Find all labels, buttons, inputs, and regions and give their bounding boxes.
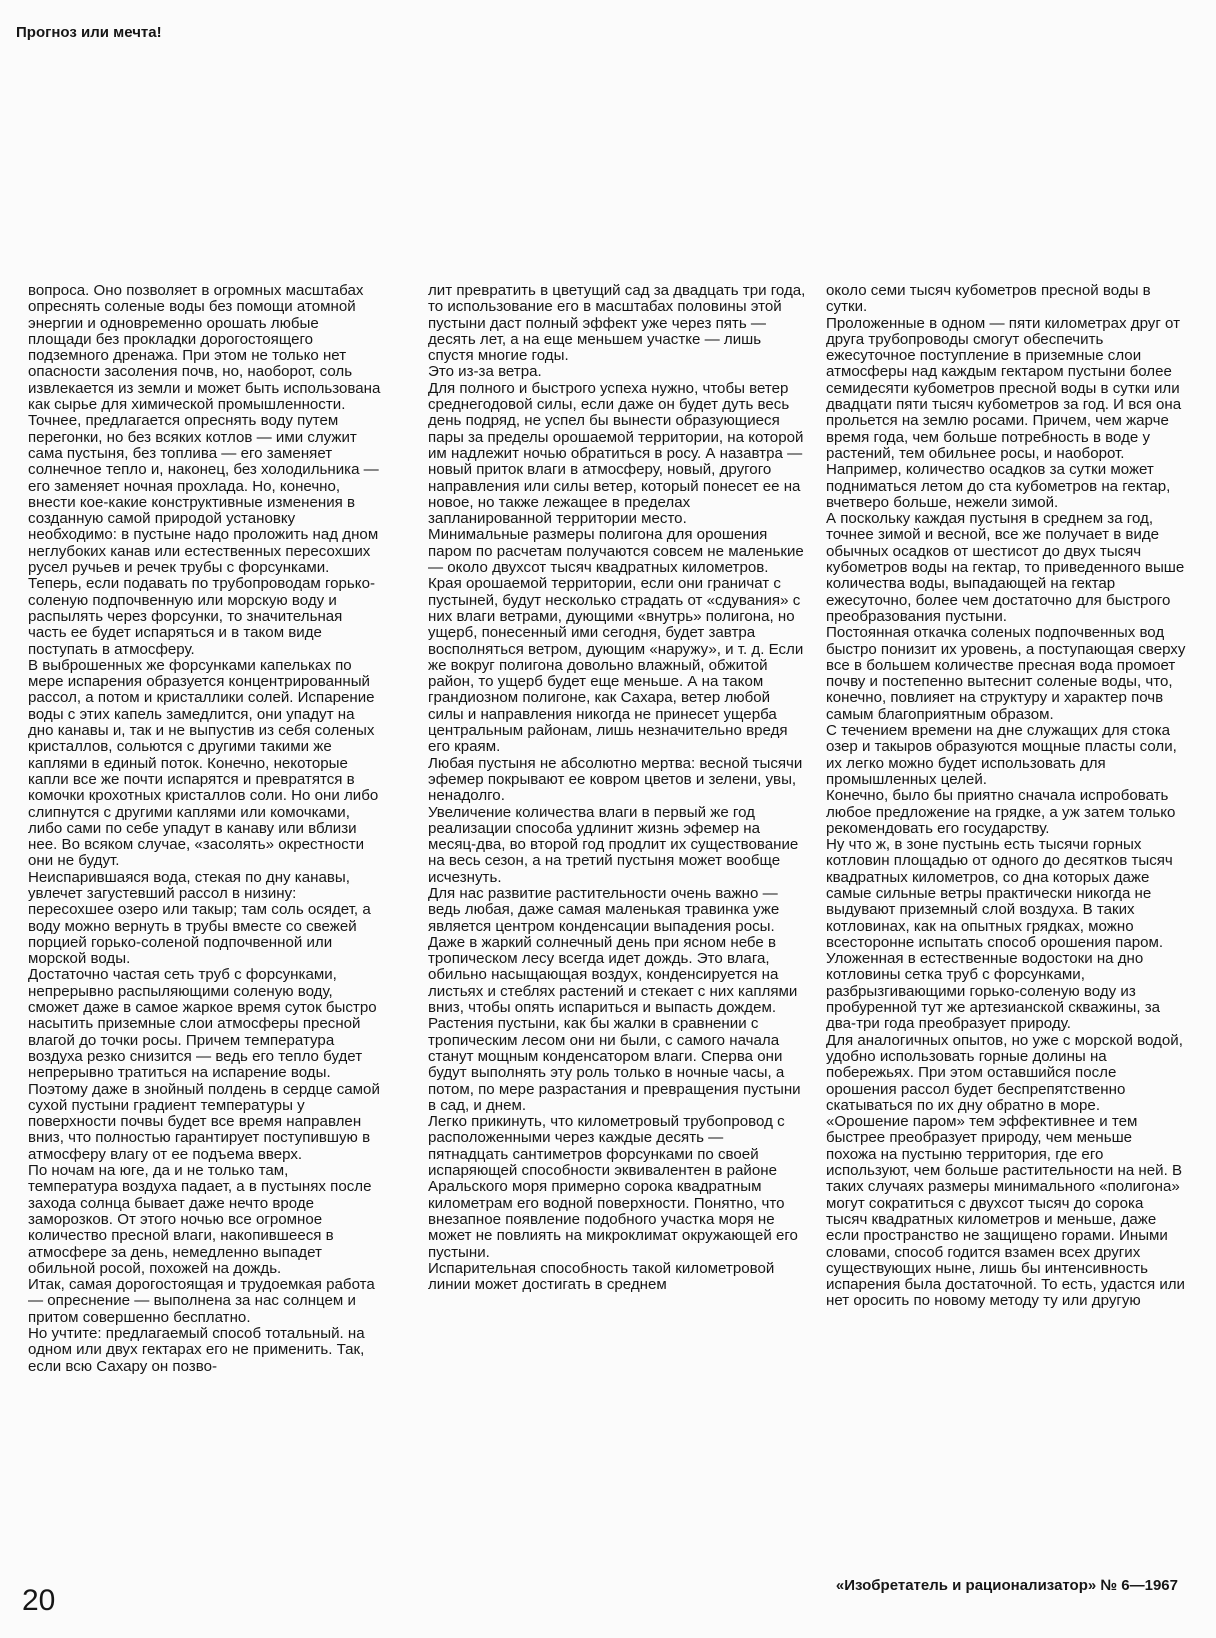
paragraph: С течением времени на дне служащих для стока озер и такыров образуются мощные пласты соли, их легко можно будет использовать для промышленных целей. bbox=[826, 722, 1177, 788]
paragraph: Минимальные размеры полигона для орошения паром по расчетам получаются совсем не маленькие — около двухсот тысяч квадратных километров. bbox=[428, 526, 804, 577]
paragraph: Это из-за ветра. bbox=[428, 363, 542, 381]
paragraph: Для аналогичных опытов, но уже с морской водой, удобно использовать горные долины на побережьях. При этом оставшийся после орошения рассол будет беспрепятственно скатываться по их дну обратно в море. bbox=[826, 1031, 1183, 1114]
paragraph: Теперь, если подавать по трубопроводам горько-соленую подпочвенную или морскую воду и распылять через форсунки, то значительная часть ее будет испаряться и в таком виде поступать в атмосферу. bbox=[28, 575, 375, 658]
paragraph: Любая пустыня не абсолютно мертва: весной тысячи эфемер покрывают ее ковром цветов и зелени, увы, ненадолго. bbox=[428, 754, 803, 805]
paragraph: Увеличение количества влаги в первый же год реализации способа удлинит жизнь эфемер на месяц-два, во второй год продлит их существование на весь сезон, а на третий пустыня может вообще исчезнуть. bbox=[428, 803, 799, 886]
paragraph: Легко прикинуть, что километровый трубопровод с расположенными через каждые десять — пятнадцать сантиметров форсунками по своей испаряющей способности эквивалентен в районе Аральского моря примерно сорока квадратным километрам его водной поверхности. Понятно, что внезапное появление подобного участка моря не может не повлиять на микроклимат окружающей его пустыни. bbox=[428, 1113, 798, 1261]
running-header: Прогноз или мечта! bbox=[16, 24, 162, 41]
text-column-1 bbox=[28, 283, 382, 1573]
paragraph: В выброшенных же форсунками капельках по мере испарения образуется концентрированный рассол, а потом и кристаллики солей. Испарение воды с этих капель замедлится, они упадут на дно канавы и, так и не выпустив из себя соленых кристаллов, сольются с другими такими же каплями в единый поток. Конечно, некоторые капли все же почти испарятся и превратятся в комочки крохотных кристаллов соли. Но они либо слипнутся с другими каплями или комочками, либо сами по себе упадут в канаву или вблизи нее. Во всяком случае, «засолять» окрестности они не будут. bbox=[28, 656, 379, 870]
paragraph: Итак, самая дорогостоящая и трудоемкая работа — опреснение — выполнена за нас солнцем и притом совершенно бесплатно. bbox=[28, 1276, 375, 1326]
paragraph: лит превратить в цветущий сад за двадцать три года, то использование его в масштабах половины этой пустыни даст полный эффект уже через пять — десять лет, а на еще меньшем участке — лишь спустя многие годы. bbox=[428, 283, 806, 365]
paragraph: Достаточно частая сеть труб с форсунками, непрерывно распыляющими соленую воду, сможет даже в самое жаркое время суток быстро насытить приземные слои атмосферы пресной влагой до точки росы. Причем температура воздуха резко снизится — ведь его тепло будет непрерывно тратиться на испарение воды. Поэтому даже в знойный полдень в сердце самой сухой пустыни градиент температуры у поверхности почвы будет все время направлен вниз, что полностью гарантирует поступившую в атмосферу влагу от ее подъема вверх. bbox=[28, 966, 380, 1163]
paragraph: Для полного и быстрого успеха нужно, чтобы ветер среднегодовой силы, если даже он будет дуть весь день подряд, не успел бы вынести образующиеся пары за пределы орошаемой территории, на которой им надлежит ночью обратиться в росу. А назавтра — новый приток влаги в атмосферу, новый, другого направления или силы ветер, который понесет ее на новое, но также лежащее в пределах запланированной территории место. bbox=[428, 379, 804, 528]
paragraph: Для нас развитие растительности очень важно — ведь любая, даже самая маленькая травинка уже является центром конденсации выпадения росы. bbox=[428, 884, 780, 935]
paragraph: Неиспарившаяся вода, стекая по дну канавы, увлечет загустевший рассол в низину: пересохшее озеро или такыр; там соль осядет, а воду можно вернуть в трубы вместе со свежей порцией горько-соленой подпочвенной или морской воды. bbox=[28, 868, 371, 968]
paragraph: Края орошаемой территории, если они граничат с пустыней, будут несколько страдать от «сдувания» с них влаги ветрами, дующими «внутрь» полигона, но ущерб, понесенный ими сегодня, будет завтра восполняться ветром, дующим «наружу», и т. д. Если же вокруг полигона довольно влажный, обжитой район, то ущерб будет еще меньше. А на таком грандиозном полигоне, как Сахара, ветер любой силы и направления никогда не принесет ущерба центральным районам, лишь незначительно вредя его краям. bbox=[428, 575, 804, 756]
paragraph: Ну что ж, в зоне пустынь есть тысячи горных котловин площадью от одного до десятков тысяч квадратных километров, со дна которых даже самые сильные ветры практически никогда не выдувают приземный слой воздуха. В таких котловинах, как на опытных грядках, можно всесторонне испытать способ орошения паром. bbox=[826, 836, 1173, 951]
paragraph: Проложенные в одном — пяти километрах друг от друга трубопроводы смогут обеспечить ежесуточное поступление в приземные слои атмосферы над каждым гектаром пустыни более семидесяти кубометров пресной воды в сутки или двадцати пяти тысяч кубометров за год. И вся она прольется на землю росами. Причем, чем жарче время года, чем больше потребность в воде у растений, тем обильнее росы, и наоборот. Например, количество осадков за сутки может подниматься летом до ста кубометров на гектар, вчетверо больше, нежели зимой. bbox=[826, 314, 1182, 511]
paragraph: Постоянная откачка соленых подпочвенных вод быстро понизит их уровень, а поступающая сверху все в большем количестве пресная вода промоет почву и постепенно вытеснит соленые воды, что, конечно, повлияет на структуру и характер почв самым благоприятным образом. bbox=[826, 624, 1186, 723]
paragraph: А поскольку каждая пустыня в среднем за год, точнее зимой и весной, все же получает в виде обычных осадков от шестисот до двух тысяч кубометров воды на гектар, то приведенного выше количества воды, выпадающей на гектар ежесуточно, более чем достаточно для быстрого преобразования пустыни. bbox=[826, 510, 1185, 625]
paragraph: Испарительная способность такой километровой линии может достигать в среднем bbox=[428, 1259, 775, 1294]
paragraph: вопроса. Оно позволяет в огромных масштабах опреснять соленые воды без помощи атомной энергии и одновременно орошать любые площади без прокладки дорогостоящего подземного дренажа. При этом не только нет опасности засоления почв, но, наоборот, соль извлекается из земли и может быть использована как сырье для химической промышленности. Точнее, предлагается опреснять воду путем перегонки, но без всяких котлов — ими служит сама пустыня, без топлива — его заменяет солнечное тепло и, наконец, без холодильника — его заменяет ночная прохлада. Но, конечно, внести кое-какие конструктивные изменения в созданную самой природой установку необходимо: в пустыне надо проложить над дном неглубоких канав или естественных пересохших русел ручьев и речек трубы с форсунками. bbox=[28, 283, 381, 577]
paragraph: Но учтите: предлагаемый способ тотальный. на одном или двух гектарах его не применить. Так, если всю Сахару он позво- bbox=[28, 1325, 365, 1375]
text-column-3 bbox=[826, 283, 1186, 1573]
paragraph: Конечно, было бы приятно сначала испробовать любое предложение на грядке, а уж затем только рекомендовать его государству. bbox=[826, 787, 1176, 837]
paragraph: около семи тысяч кубометров пресной воды в сутки. bbox=[826, 283, 1151, 316]
paragraph: Уложенная в естественные водостоки на дно котловины сетка труб с форсунками, разбрызгивающими горько-соленую воду из пробуренной тут же артезианской скважины, за два-три года преобразует природу. bbox=[826, 950, 1161, 1033]
text-column-2 bbox=[428, 283, 806, 1573]
paragraph: По ночам на юге, да и не только там, температура воздуха падает, а в пустынях после захода солнца бывает даже нечто вроде заморозков. От этого ночью все огромное количество пресной влаги, накопившееся в атмосфере за день, немедленно выпадет обильной росой, похожей на дождь. bbox=[28, 1162, 372, 1277]
paragraph: Даже в жаркий солнечный день при ясном небе в тропическом лесу всегда идет дождь. Это влага, обильно насыщающая воздух, конденсируется на листьях и стеблях растений и стекает с них каплями вниз, чтобы опять испариться и выпасть дождем. Растения пустыни, как бы жалки в сравнении с тропическим лесом они ни были, с самого начала станут мощным конденсатором влаги. Сперва они будут выполнять эту роль только в ночные часы, а потом, по мере разрастания и превращения пустыни в сад, и днем. bbox=[428, 933, 801, 1114]
journal-citation: «Изобретатель и рационализатор» № 6—1967 bbox=[835, 1577, 1178, 1594]
paragraph: «Орошение паром» тем эффективнее и тем быстрее преобразует природу, чем меньше похожа на пустыню территория, где его используют, чем больше растительности на ней. В таких случаях размеры минимального «полигона» могут сократиться с двухсот тысяч до сорока тысяч квадратных километров и меньше, даже если пространство не защищено горами. Иными словами, способ годится взамен всех других существующих ныне, лишь бы интенсивность испарения была достаточной. То есть, удастся или нет оросить по новому методу ту или другую bbox=[826, 1113, 1185, 1310]
page-number: 20 bbox=[22, 1584, 56, 1617]
